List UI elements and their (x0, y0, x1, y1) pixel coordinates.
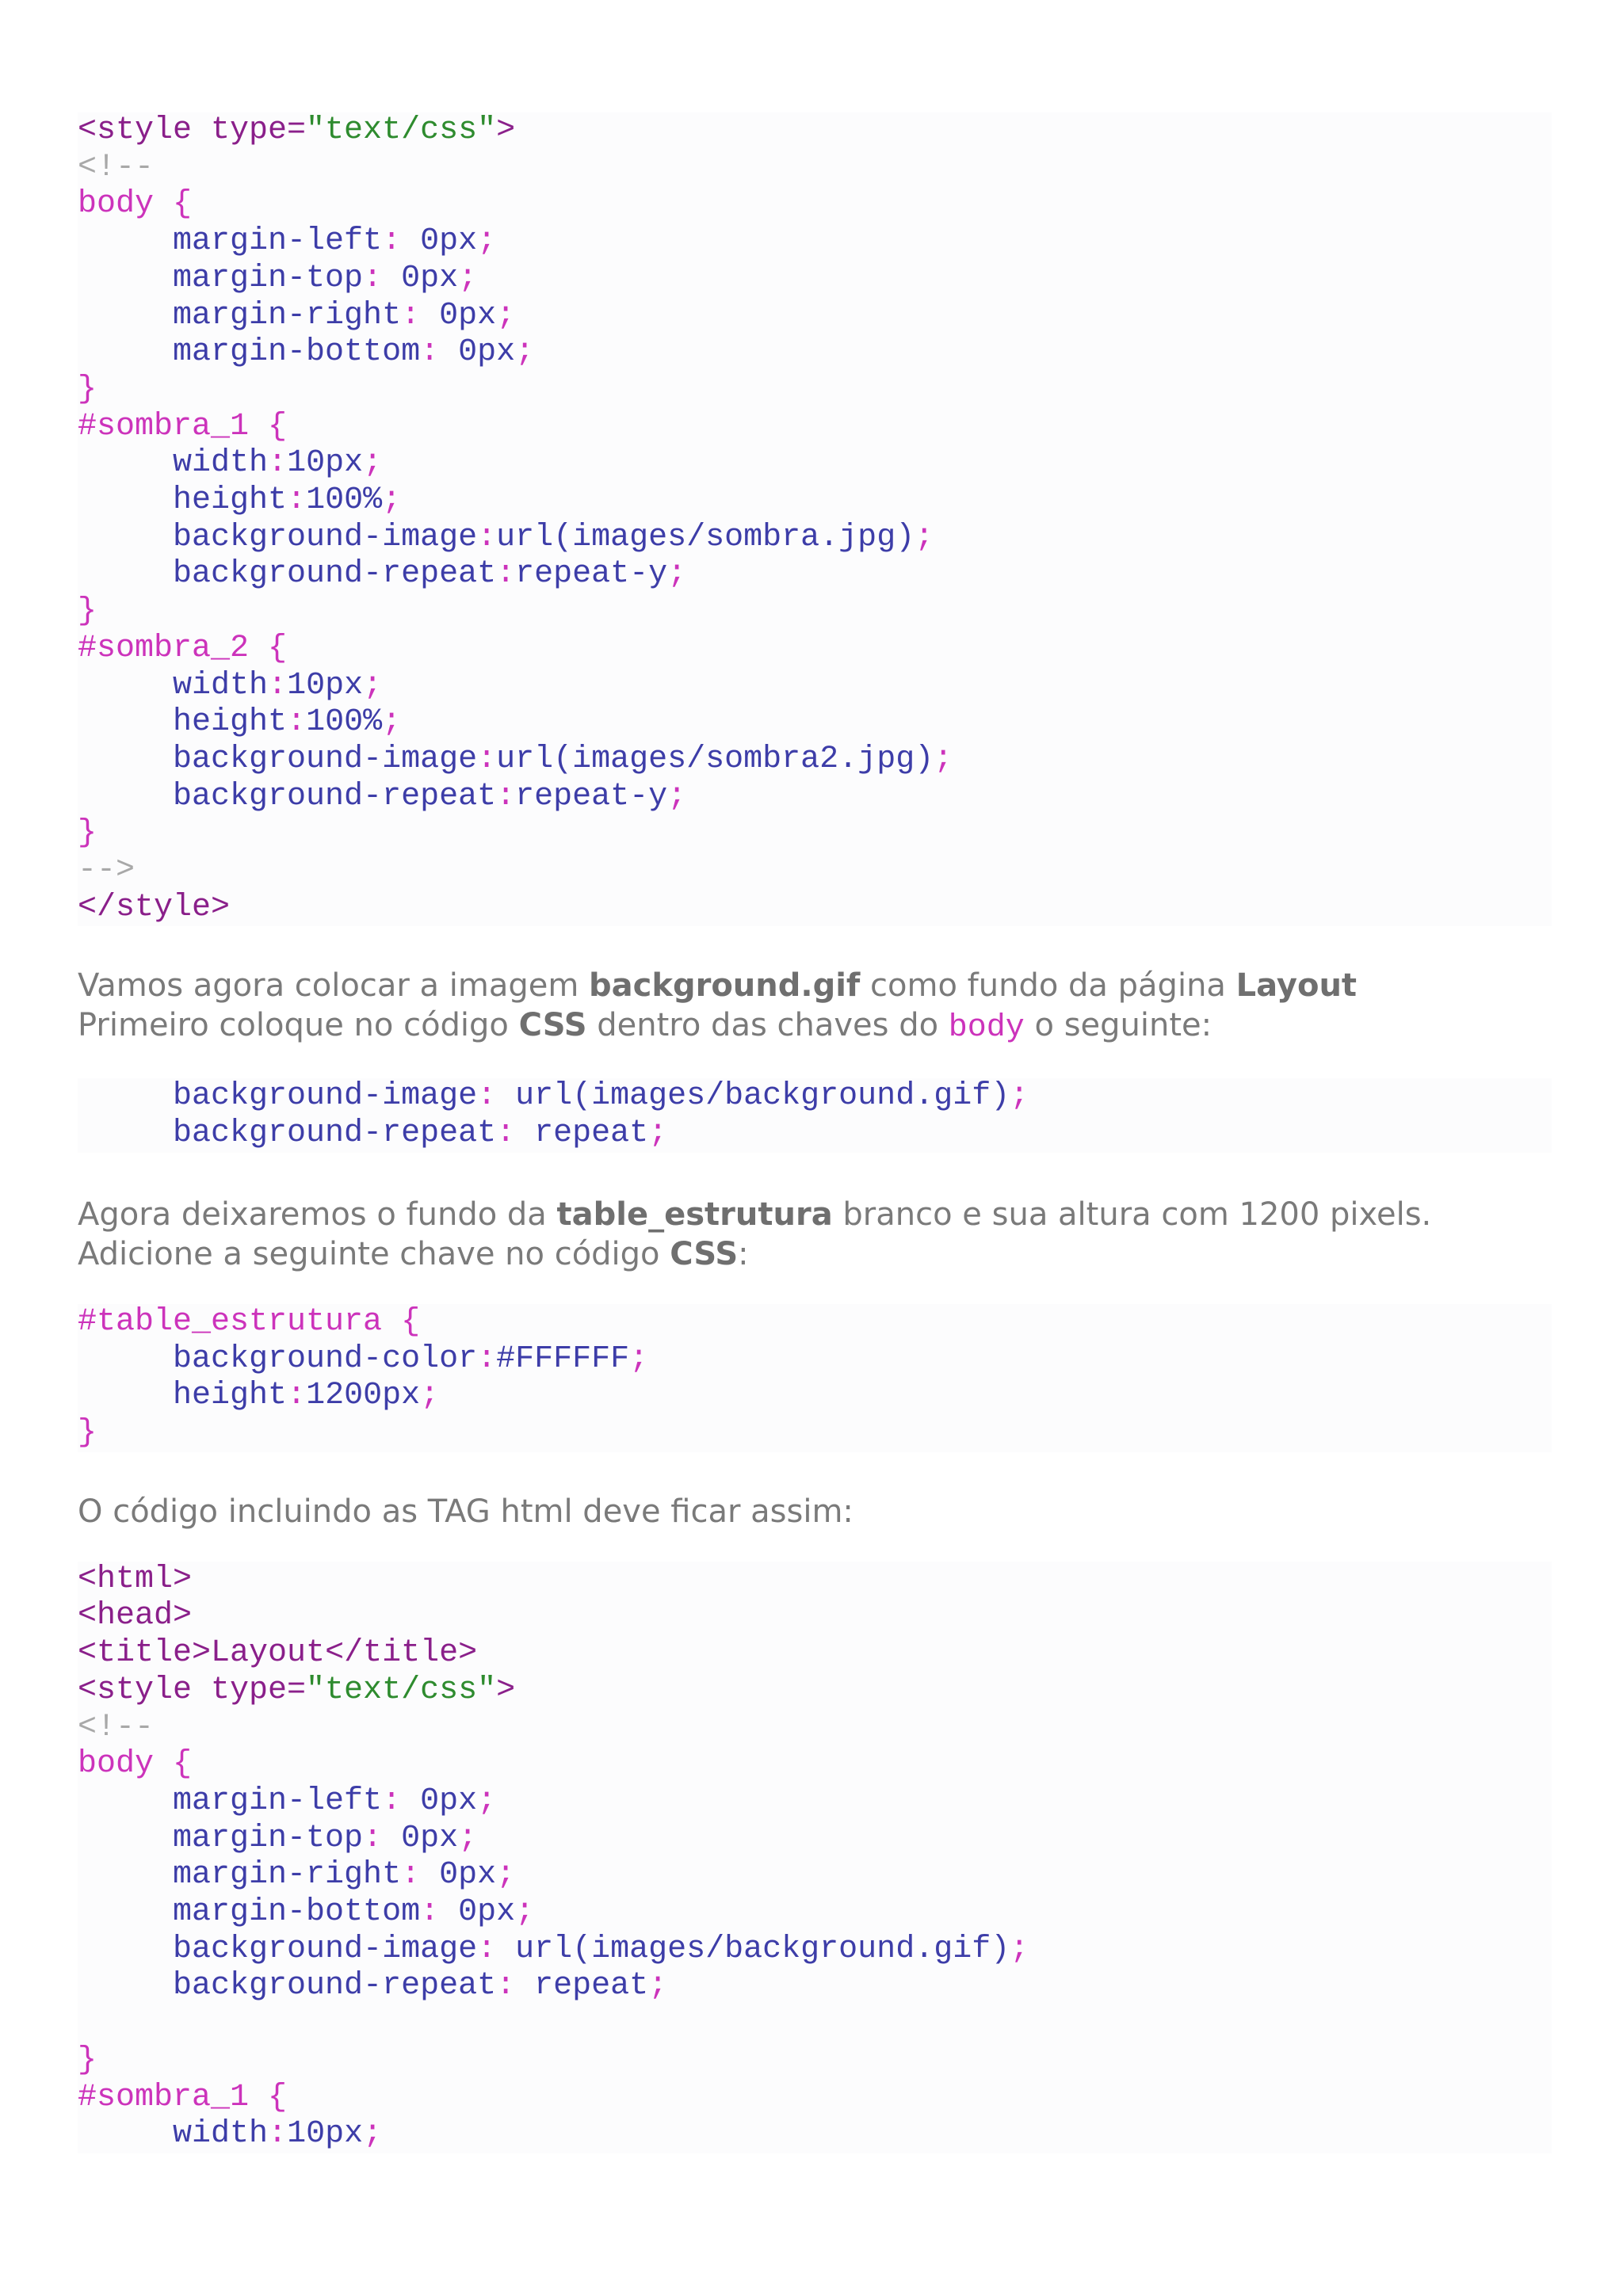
code-token: background-repeat (78, 1968, 497, 2004)
code-token: margin-left (78, 223, 383, 260)
code-token: ; (934, 741, 953, 777)
code-line (78, 113, 1552, 150)
code-token: : (268, 445, 288, 482)
code-token: background-image (78, 741, 478, 777)
code-line (78, 445, 1552, 482)
code-token: ; (496, 1857, 516, 1894)
code-token: 100% (306, 482, 383, 519)
code-token: 10px (287, 445, 364, 482)
code-token: 0px (401, 1820, 459, 1856)
code-token: : (420, 1894, 459, 1931)
code-token: ; (382, 704, 402, 741)
code-token: <style type= (78, 113, 307, 148)
code-token: 100% (306, 704, 383, 741)
text-line (78, 1234, 1552, 1274)
code-block-style (78, 113, 1552, 926)
bold-text: background.gif (589, 967, 861, 1005)
paragraph-full-code (78, 1492, 1552, 1531)
code-token: background-repeat (78, 1116, 497, 1152)
code-line (78, 1116, 1552, 1153)
code-token: : (477, 519, 497, 555)
code-token: : (496, 556, 516, 593)
code-line (78, 1635, 1552, 1672)
code-token: 10px (287, 667, 364, 704)
text-run: Vamos agora colocar a imagem (78, 967, 590, 1005)
code-token: ; (667, 556, 687, 593)
code-token: background-repeat (78, 778, 497, 814)
code-token: background-repeat (78, 556, 497, 593)
code-line (78, 2005, 1552, 2042)
code-token: : (382, 1783, 421, 1819)
text-run: : (738, 1235, 749, 1272)
text-run: como fundo da página (860, 967, 1236, 1005)
code-token: margin-bottom (78, 334, 421, 371)
code-token: : (420, 334, 459, 371)
code-line (78, 223, 1552, 261)
code-token: 0px (439, 1857, 497, 1894)
code-line: --> (78, 852, 136, 889)
document-page (78, 113, 1552, 2153)
code-token: ; (477, 1783, 497, 1819)
code-token: width (78, 2116, 269, 2153)
code-token: ; (363, 667, 383, 704)
code-line: #sombra_1 { (78, 408, 288, 444)
code-token: 0px (401, 260, 459, 296)
code-token: background-image (78, 519, 478, 555)
text-run: Primeiro coloque no código (78, 1007, 519, 1044)
code-token: ; (382, 482, 402, 519)
code-line (78, 2116, 1552, 2153)
code-token: : (268, 667, 288, 704)
code-line (78, 520, 1552, 557)
code-token: "text/css" (306, 113, 497, 148)
code-token: : (477, 1931, 516, 1967)
code-line (78, 482, 1552, 520)
code-token: repeat (534, 1968, 649, 2004)
code-token: width (78, 667, 269, 704)
code-token: Layout (211, 1635, 326, 1672)
code-token: margin-left (78, 1783, 383, 1819)
code-token: width (78, 445, 269, 482)
code-block-table-estrutura (78, 1304, 1552, 1452)
code-line (78, 742, 1552, 779)
bold-text: table_estrutura (556, 1196, 833, 1233)
code-token: ; (1010, 1078, 1029, 1115)
bold-text: CSS (518, 1007, 587, 1044)
code-line (78, 1672, 1552, 1710)
text-line (78, 1005, 1552, 1048)
code-token: 0px (420, 223, 478, 260)
code-token: : (401, 1857, 440, 1894)
code-line: </style> (78, 889, 231, 925)
code-token: : (477, 741, 497, 777)
code-token: : (287, 704, 307, 741)
code-token: 0px (439, 297, 497, 334)
code-line (78, 1857, 1552, 1894)
code-token: : (268, 2116, 288, 2153)
code-line: } (78, 2042, 97, 2078)
code-token: background-image (78, 1078, 478, 1115)
code-token: : (496, 778, 516, 814)
code-token: </title> (325, 1635, 478, 1672)
code-token: margin-top (78, 1820, 364, 1856)
code-token: ; (458, 260, 478, 296)
code-token: height (78, 482, 288, 519)
text-run: O código incluindo as TAG html deve ficar assim: (78, 1493, 854, 1530)
code-line (78, 1932, 1552, 1969)
code-token: ; (477, 223, 497, 260)
code-line: <!-- (78, 149, 155, 185)
bold-text: CSS (670, 1235, 739, 1272)
code-token: margin-right (78, 297, 402, 334)
code-token: height (78, 704, 288, 741)
code-token: : (496, 1116, 535, 1152)
code-token: : (287, 1378, 307, 1414)
code-line (78, 556, 1552, 593)
code-token: ; (648, 1968, 668, 2004)
code-token: : (382, 223, 421, 260)
code-token: > (496, 1672, 516, 1708)
code-token: : (287, 482, 307, 519)
code-token: 10px (287, 2116, 364, 2153)
code-token: 0px (458, 334, 516, 371)
code-line: body { (78, 186, 193, 223)
text-line (78, 966, 1552, 1005)
code-token: > (496, 113, 516, 148)
code-line: } (78, 371, 97, 407)
text-run: branco e sua altura com 1200 pixels. (832, 1196, 1432, 1233)
code-token: margin-bottom (78, 1894, 421, 1931)
code-token: background-image (78, 1931, 478, 1967)
code-line: <!-- (78, 1709, 155, 1745)
code-line: #sombra_1 { (78, 2079, 288, 2115)
code-token: ; (515, 1894, 535, 1931)
code-token: ; (629, 1341, 649, 1377)
code-line: #sombra_2 { (78, 630, 288, 666)
text-run: Adicione a seguinte chave no código (78, 1235, 670, 1272)
code-token: url(images/sombra2.jpg) (496, 741, 934, 777)
code-token: repeat-y (515, 778, 668, 814)
code-token: ; (420, 1378, 440, 1414)
code-token: 1200px (306, 1378, 421, 1414)
code-line: <html> (78, 1561, 193, 1597)
code-line: <head> (78, 1598, 193, 1634)
code-token: : (496, 1968, 535, 2004)
code-line: #table_estrutura { (78, 1303, 421, 1340)
code-line (78, 334, 1552, 372)
code-line (78, 704, 1552, 742)
text-run: dentro das chaves do (586, 1007, 949, 1044)
code-token: background-color (78, 1341, 478, 1377)
code-line: body { (78, 1746, 193, 1783)
code-line: } (78, 593, 97, 630)
code-token: : (401, 297, 440, 334)
code-line (78, 668, 1552, 705)
code-token: 0px (420, 1783, 478, 1819)
code-line (78, 1894, 1552, 1932)
inline-code: body (948, 1010, 1025, 1047)
code-token: repeat-y (515, 556, 668, 593)
code-token: ; (496, 297, 516, 334)
code-token: ; (648, 1116, 668, 1152)
code-line (78, 1968, 1552, 2005)
code-token: 0px (458, 1894, 516, 1931)
code-line (78, 1783, 1552, 1821)
code-token: ; (515, 334, 535, 371)
code-token: : (363, 1820, 402, 1856)
code-token: height (78, 1378, 288, 1414)
code-token: <style type= (78, 1672, 307, 1708)
code-line (78, 298, 1552, 335)
code-token: #FFFFFF (496, 1341, 630, 1377)
paragraph-background (78, 966, 1552, 1048)
code-block-full-html (78, 1562, 1552, 2153)
code-line (78, 1378, 1552, 1415)
bold-text: Layout (1235, 967, 1358, 1005)
code-token: ; (667, 778, 687, 814)
code-line (78, 779, 1552, 816)
code-token: url(images/background.gif) (515, 1931, 1010, 1967)
code-token: <title> (78, 1635, 212, 1672)
paragraph-table-estrutura (78, 1195, 1552, 1274)
code-line (78, 1078, 1552, 1116)
text-line (78, 1195, 1552, 1234)
code-token: ; (363, 2116, 383, 2153)
code-block-background (78, 1078, 1552, 1152)
code-token: repeat (534, 1116, 649, 1152)
code-token: : (477, 1341, 497, 1377)
code-line (78, 261, 1552, 298)
code-token: margin-top (78, 260, 364, 296)
code-token: "text/css" (306, 1672, 497, 1708)
code-token: url(images/sombra.jpg) (496, 519, 915, 555)
code-token: ; (458, 1820, 478, 1856)
text-run: o seguinte: (1024, 1007, 1212, 1044)
code-line: } (78, 1414, 97, 1451)
code-token: margin-right (78, 1857, 402, 1894)
code-token: : (477, 1078, 516, 1115)
text-line (78, 1492, 1552, 1531)
code-line: } (78, 815, 97, 852)
code-token: url(images/background.gif) (515, 1078, 1010, 1115)
code-token: ; (1010, 1931, 1029, 1967)
code-token: ; (363, 445, 383, 482)
code-line (78, 1821, 1552, 1858)
text-run: Agora deixaremos o fundo da (78, 1196, 557, 1233)
code-line (78, 1341, 1552, 1379)
code-token: : (363, 260, 402, 296)
code-token: ; (915, 519, 934, 555)
